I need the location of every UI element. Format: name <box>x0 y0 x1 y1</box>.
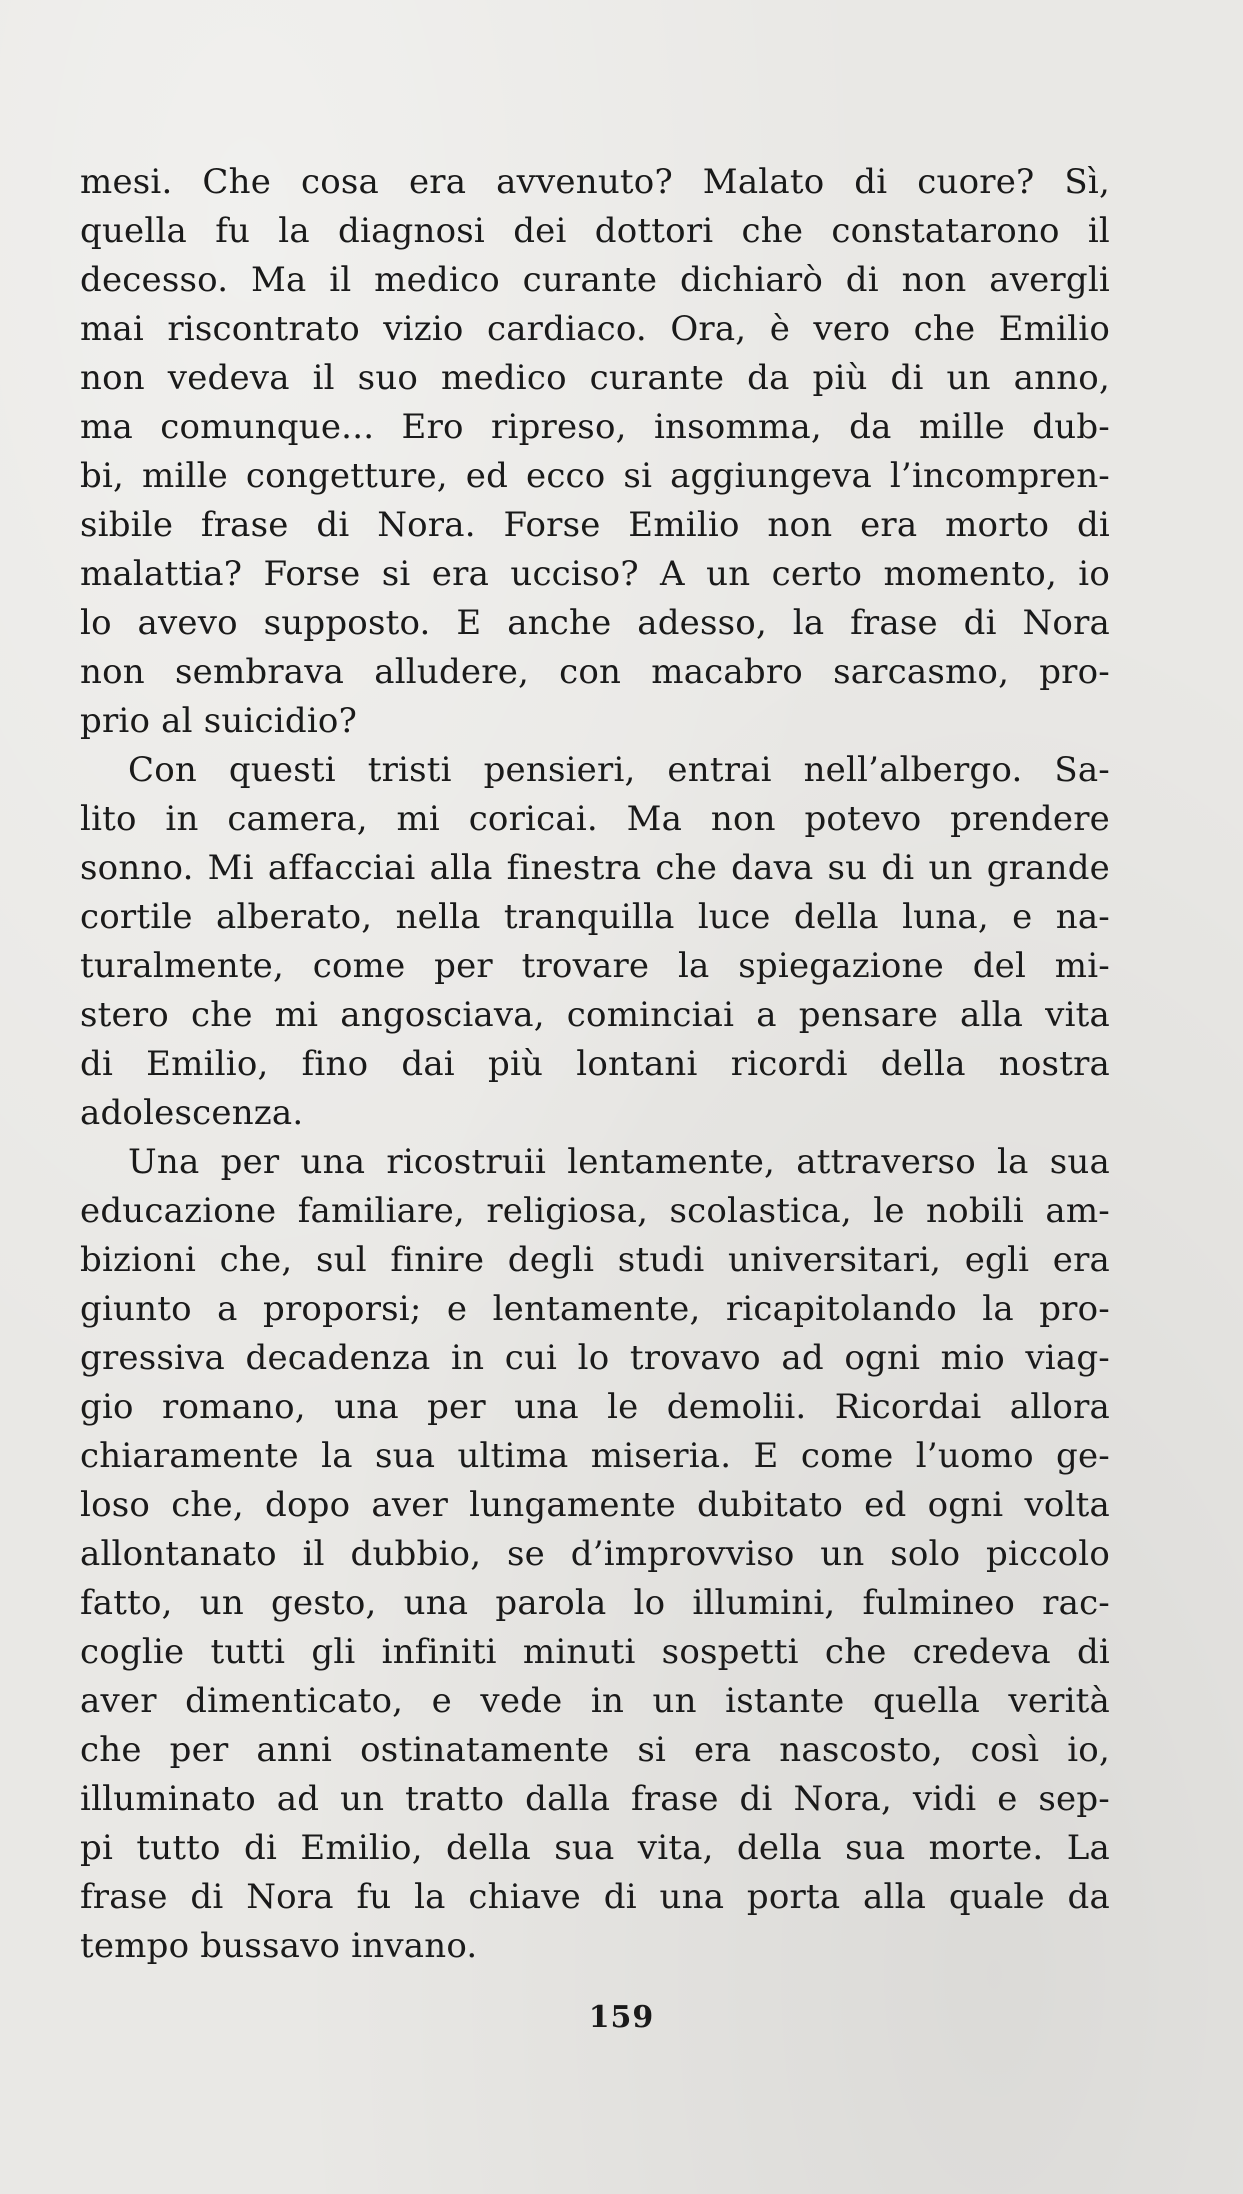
text-line: gressiva decadenza in cui lo trovavo ad ogni mio viag- <box>80 1338 1110 1378</box>
text-line: stero che mi angosciava, cominciai a pensare alla vita <box>80 995 1110 1035</box>
text-line: prio al suicidio? <box>80 701 357 741</box>
paragraph-start-line: Una per una ricostruii lentamente, attraverso la sua <box>128 1142 1110 1182</box>
page-number: 159 <box>588 2000 655 2035</box>
text-line: loso che, dopo aver lungamente dubitato ed ogni volta <box>80 1485 1110 1525</box>
text-line: lito in camera, mi coricai. Ma non potevo prendere <box>80 799 1110 839</box>
text-line: pi tutto di Emilio, della sua vita, della sua morte. La <box>80 1828 1110 1868</box>
text-line: non sembrava alludere, con macabro sarcasmo, pro- <box>80 652 1110 692</box>
text-line: fatto, un gesto, una parola lo illumini, fulmineo rac- <box>80 1583 1110 1623</box>
text-line: di Emilio, fino dai più lontani ricordi della nostra <box>80 1044 1110 1084</box>
text-line: lo avevo supposto. E anche adesso, la frase di Nora <box>80 603 1110 643</box>
text-line: gio romano, una per una le demolii. Ricordai allora <box>80 1387 1110 1427</box>
text-line: mesi. Che cosa era avvenuto? Malato di cuore? Sì, <box>80 162 1110 202</box>
text-line: adolescenza. <box>80 1093 304 1133</box>
text-line: ma comunque... Ero ripreso, insomma, da mille dub- <box>80 407 1110 447</box>
text-line: turalmente, come per trovare la spiegazione del mi- <box>80 946 1110 986</box>
text-line: che per anni ostinatamente si era nascosto, così io, <box>80 1730 1110 1770</box>
text-line: allontanato il dubbio, se d’improvviso un solo piccolo <box>80 1534 1110 1574</box>
text-line: chiaramente la sua ultima miseria. E come l’uomo ge- <box>80 1436 1110 1476</box>
text-line: illuminato ad un tratto dalla frase di Nora, vidi e sep- <box>80 1779 1110 1819</box>
text-line: mai riscontrato vizio cardiaco. Ora, è vero che Emilio <box>80 309 1110 349</box>
text-line: malattia? Forse si era ucciso? A un certo momento, io <box>80 554 1110 594</box>
text-line: bizioni che, sul finire degli studi universitari, egli era <box>80 1240 1110 1280</box>
text-line: sonno. Mi affacciai alla finestra che dava su di un grande <box>80 848 1110 888</box>
paragraph-start-line: Con questi tristi pensieri, entrai nell’albergo. Sa- <box>128 750 1110 790</box>
text-line: aver dimenticato, e vede in un istante quella verità <box>80 1681 1110 1721</box>
text-line: quella fu la diagnosi dei dottori che constatarono il <box>80 211 1110 251</box>
text-line: tempo bussavo invano. <box>80 1926 478 1966</box>
text-line: non vedeva il suo medico curante da più di un anno, <box>80 358 1110 398</box>
text-line: bi, mille congetture, ed ecco si aggiungeva l’incompren- <box>80 456 1110 496</box>
text-line: decesso. Ma il medico curante dichiarò di non avergli <box>80 260 1110 300</box>
text-line: giunto a proporsi; e lentamente, ricapitolando la pro- <box>80 1289 1110 1329</box>
text-line: sibile frase di Nora. Forse Emilio non era morto di <box>80 505 1110 545</box>
text-line: cortile alberato, nella tranquilla luce della luna, e na- <box>80 897 1110 937</box>
body-text <box>80 158 1110 1971</box>
text-line: educazione familiare, religiosa, scolastica, le nobili am- <box>80 1191 1110 1231</box>
text-line: frase di Nora fu la chiave di una porta alla quale da <box>80 1877 1110 1917</box>
text-line: coglie tutti gli infiniti minuti sospetti che credeva di <box>80 1632 1110 1672</box>
